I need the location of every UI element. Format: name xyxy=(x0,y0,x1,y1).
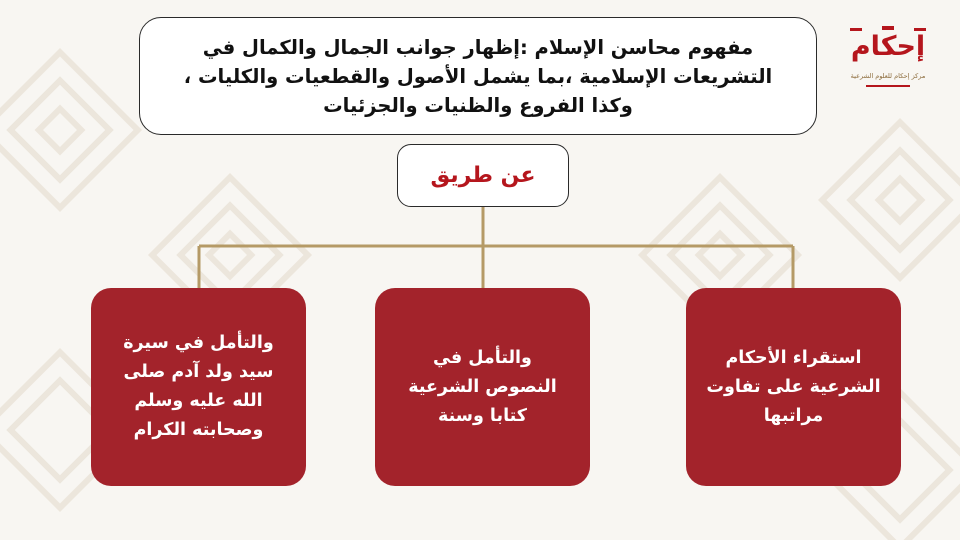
card-induction xyxy=(686,288,901,486)
ihkam-logo xyxy=(846,24,930,96)
logo-ornament xyxy=(866,84,910,88)
via-box xyxy=(397,144,569,207)
card-biography-text: والتأمل في سيرة سيد ولد آدم صلى الله عليه وسلم وصحابته الكرام xyxy=(123,333,274,440)
definition-text: مفهوم محاسن الإسلام :إظهار جوانب الجمال والكمال في التشريعات الإسلامية ،بما يشمل الأصول والقطعيات والكليات ، وكذا الفروع والظنيات والجزئيات xyxy=(183,35,773,117)
card-texts-text: والتأمل في النصوص الشرعية كتابا وسنة xyxy=(408,347,557,426)
logo-name: إحكام xyxy=(850,31,926,62)
logo-subtitle: مركز إحكام للعلوم الشرعية xyxy=(850,72,926,80)
via-label: عن طريق xyxy=(430,163,536,188)
definition-box xyxy=(139,17,817,135)
card-biography xyxy=(91,288,306,486)
card-induction-text: استقراء الأحكام الشرعية على تفاوت مراتبها xyxy=(706,347,881,426)
card-texts xyxy=(375,288,590,486)
